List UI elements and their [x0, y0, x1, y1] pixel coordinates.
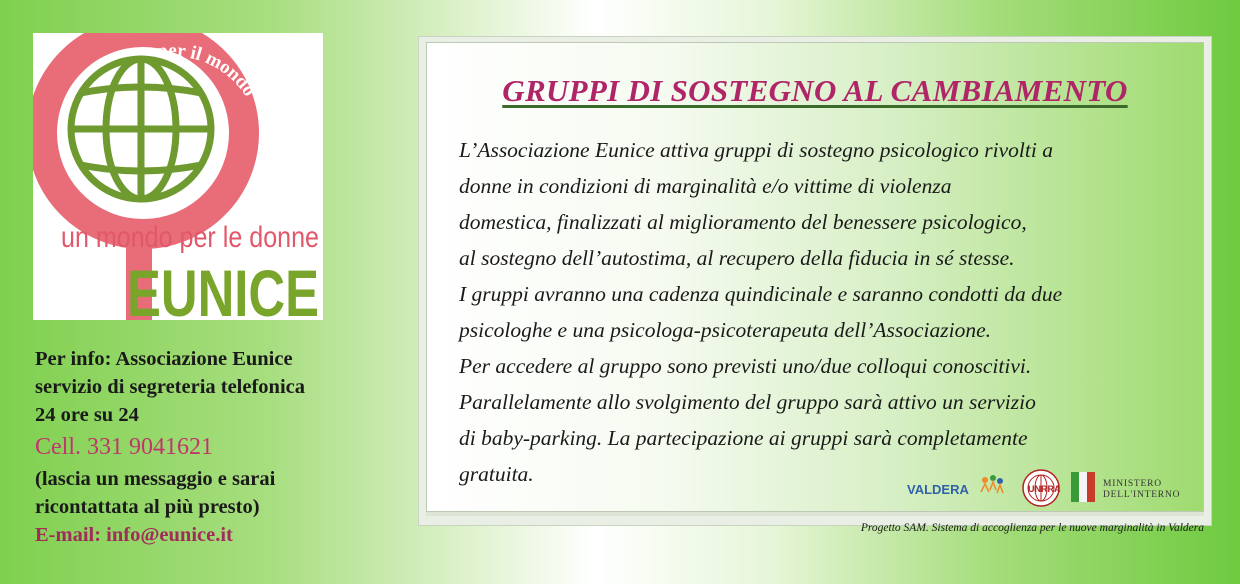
body-line: gratuita. [459, 462, 534, 486]
support-groups-card [426, 42, 1204, 512]
unrra-text: UNRRA [1028, 484, 1061, 494]
body-line: I gruppi avranno una cadenza quindicinale e saranno condotti da due [459, 282, 1063, 306]
info-line: ricontattata al più presto) [35, 496, 260, 518]
italian-flag-icon [1071, 472, 1095, 502]
info-line: (lascia un messaggio e sarai [35, 468, 276, 490]
valdera-logo: VALDERA [907, 482, 969, 497]
body-line: di baby-parking. La partecipazione ai gruppi sarà completamente [459, 426, 1028, 450]
ministero-line1: MINISTERO [1103, 479, 1162, 489]
venus-globe-logo-graphic [33, 33, 323, 320]
project-credit: Progetto SAM. Sistema di accoglienza per le nuove marginalità in Valdera [860, 522, 1204, 534]
email-link[interactable]: E-mail: info@eunice.it [35, 524, 233, 546]
body-line: L’Associazione Eunice attiva gruppi di sostegno psicologico rivolti a [459, 138, 1053, 162]
logo-brand-text: EUNICE [127, 256, 319, 320]
globe-icon [71, 59, 211, 199]
ministero-line2: DELL'INTERNO [1103, 490, 1181, 500]
contact-info [35, 345, 395, 549]
card-title: GRUPPI DI SOSTEGNO AL CAMBIAMENTO [502, 73, 1128, 108]
phone-number[interactable]: Cell. 331 9041621 [35, 434, 213, 460]
info-line: Per info: Associazione Eunice [35, 348, 293, 370]
sponsor-logos [907, 468, 1197, 508]
logo-band-text: un mondo per le donne [61, 221, 319, 254]
body-line: domestica, finalizzati al miglioramento del benessere psicologico, [459, 210, 1027, 234]
body-line: psicologhe e una psicologa-psicoterapeuta dell’Associazione. [459, 318, 992, 342]
ring-lettering: le donne per il mondo [85, 40, 260, 101]
body-line: al sostegno dell’autostima, al recupero della fiducia in sé stesse. [459, 246, 1015, 270]
info-line: servizio di segreteria telefonica [35, 376, 306, 398]
body-line: donne in condizioni di marginalità e/o vittime di violenza [459, 174, 952, 198]
info-line: 24 ore su 24 [35, 404, 139, 426]
valdera-figures-icon [981, 475, 1003, 493]
eunice-logo [33, 33, 323, 320]
card-body [459, 132, 1219, 492]
body-line: Per accedere al gruppo sono previsti uno/due colloqui conoscitivi. [459, 354, 1032, 378]
body-line: Parallelamente allo svolgimento del gruppo sarà attivo un servizio [459, 390, 1036, 414]
